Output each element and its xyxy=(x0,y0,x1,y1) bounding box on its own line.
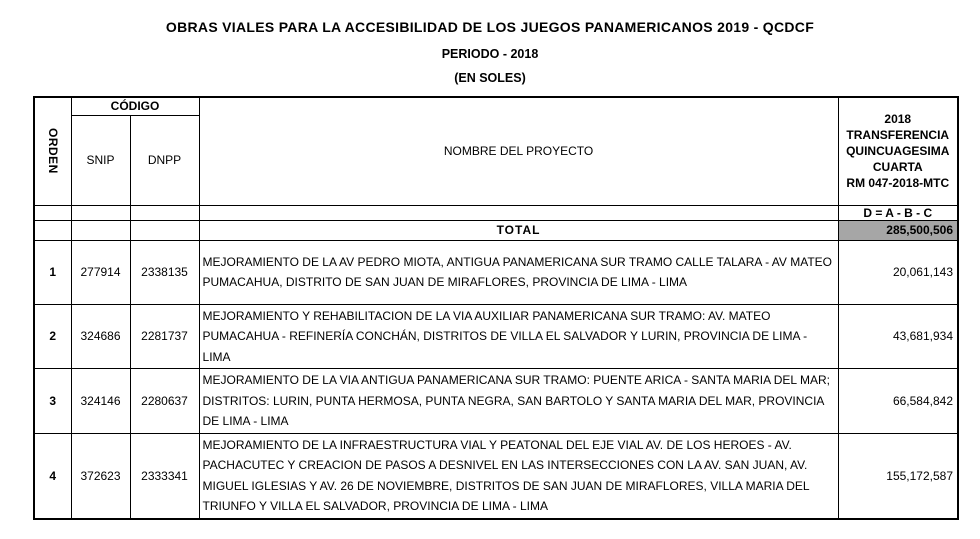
row-snip: 324146 xyxy=(71,369,130,434)
empty-cell xyxy=(71,205,130,220)
row-orden: 2 xyxy=(34,304,71,369)
amount-header-line: TRANSFERENCIA xyxy=(846,128,950,143)
row-dnpp: 2280637 xyxy=(130,369,199,434)
row-orden: 4 xyxy=(34,433,71,519)
amount-header-line: 2018 xyxy=(884,112,912,127)
row-nombre: MEJORAMIENTO Y REHABILITACION DE LA VIA AUXILIAR PANAMERICANA SUR TRAMO: AV. MATEO PUMACAHUA - REFINERÍA CONCHÁN, DISTRITOS DE VILLA EL SALVADOR Y LURIN, PROVINCIA DE LIMA - LIMA xyxy=(199,304,838,369)
amount-header-line: CUARTA xyxy=(872,160,923,175)
row-snip: 372623 xyxy=(71,433,130,519)
dnpp-header: DNPP xyxy=(130,115,199,205)
row-nombre: MEJORAMIENTO DE LA INFRAESTRUCTURA VIAL Y PEATONAL DEL EJE VIAL AV. DE LOS HEROES - AV. PACHACUTEC Y CREACION DE PASOS A DESNIVEL EN LAS INTERSECCIONES CON LA AV. SAN JUAN, AV. MIGUEL IGLESIAS Y AV. 26 DE NOVIEMBRE, DISTRITOS DE SAN JUAN DE MIRAFLORES, VILLA MARIA DEL TRIUNFO Y VILLA EL SALVADOR, PROVINCIA DE LIMA - LIMA xyxy=(199,433,838,519)
amount-header-line: RM 047-2018-MTC xyxy=(846,176,950,191)
row-orden: 1 xyxy=(34,240,71,304)
formula-label: D = A - B - C xyxy=(838,205,958,220)
table-row xyxy=(34,433,958,519)
row-monto: 66,584,842 xyxy=(838,369,958,434)
table-row xyxy=(34,240,958,304)
document-title: OBRAS VIALES PARA LA ACCESIBILIDAD DE LOS JUEGOS PANAMERICANOS 2019 - QCDCF xyxy=(165,19,815,35)
row-nombre: MEJORAMIENTO DE LA VIA ANTIGUA PANAMERICANA SUR TRAMO: PUENTE ARICA - SANTA MARIA DEL MAR; DISTRITOS: LURIN, PUNTA HERMOSA, PUNTA NEGRA, SAN BARTOLO Y SANTA MARIA DEL MAR, PROVINCIA DE LIMA - LIMA xyxy=(199,369,838,434)
row-dnpp: 2281737 xyxy=(130,304,199,369)
row-dnpp: 2338135 xyxy=(130,240,199,304)
row-nombre: MEJORAMIENTO DE LA AV PEDRO MIOTA, ANTIGUA PANAMERICANA SUR TRAMO CALLE TALARA - AV MATEO PUMACAHUA, DISTRITO DE SAN JUAN DE MIRAFLORES, PROVINCIA DE LIMA - LIMA xyxy=(199,240,838,304)
table-row xyxy=(34,369,958,434)
empty-cell xyxy=(34,205,71,220)
table-row xyxy=(34,304,958,369)
row-snip: 324686 xyxy=(71,304,130,369)
codigo-header: CÓDIGO xyxy=(71,97,199,115)
nombre-header: NOMBRE DEL PROYECTO xyxy=(199,97,838,205)
snip-header: SNIP xyxy=(71,115,130,205)
row-snip: 277914 xyxy=(71,240,130,304)
row-monto: 43,681,934 xyxy=(838,304,958,369)
projects-table xyxy=(33,96,959,520)
total-label: TOTAL xyxy=(199,220,838,240)
orden-header: ORDEN xyxy=(45,128,60,175)
row-monto: 155,172,587 xyxy=(838,433,958,519)
empty-cell xyxy=(34,220,71,240)
row-dnpp: 2333341 xyxy=(130,433,199,519)
amount-header-line: QUINCUAGESIMA xyxy=(846,144,950,159)
row-monto: 20,061,143 xyxy=(838,240,958,304)
total-value: 285,500,506 xyxy=(838,220,958,240)
empty-cell xyxy=(130,220,199,240)
period-label: PERIODO - 2018 xyxy=(441,47,539,61)
empty-cell xyxy=(71,220,130,240)
empty-cell xyxy=(130,205,199,220)
orden-header-cell xyxy=(34,97,71,205)
empty-cell xyxy=(199,205,838,220)
units-label: (EN SOLES) xyxy=(454,71,526,85)
row-orden: 3 xyxy=(34,369,71,434)
amount-header xyxy=(838,97,958,205)
